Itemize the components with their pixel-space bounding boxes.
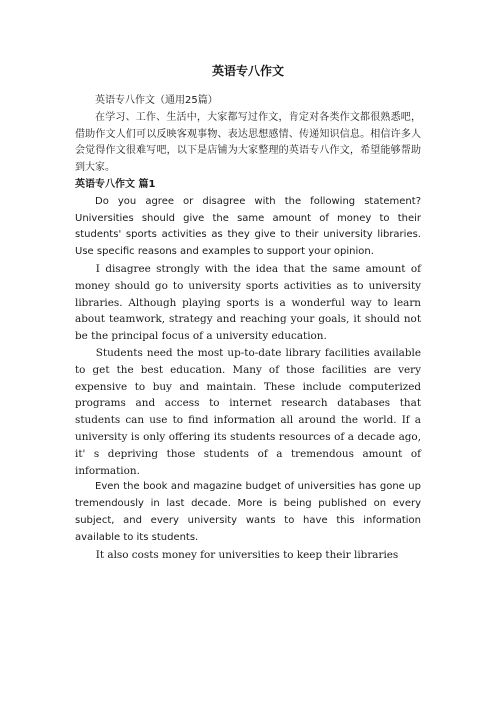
section-heading: 英语专八作文 篇1 <box>75 178 156 190</box>
document-title: 英语专八作文 <box>211 64 284 78</box>
essay-paragraph-2: Students need the most up-to-date library facilities available to get the best education. Many of those facilities are very expensive to buy and maintain. These include computerized programs and access to internet research databases that students can use to find information all around the world. If a university is only offering its students resources of a decade ago, it' s depriving those students of a tremendous amount of information. <box>75 346 421 477</box>
essay-paragraph-1: I disagree strongly with the idea that the same amount of money should go to university sports activities as to university libraries. Although playing sports is a wonderful way to learn about teamwork, strategy and reaching your goals, it should not be the principal focus of a university education. <box>75 262 421 343</box>
intro-paragraph: 在学习、工作、生活中，大家都写过作文，肯定对各类作文都很熟悉吧，借助作文人们可以反映客观事物、表达思想感情、传递知识信息。相信许多人会觉得作文很难写吧，以下是店铺为大家整理的英语专八作文，希望能够帮助到大家。 <box>75 111 421 174</box>
essay-prompt-paragraph: Do you agree or disagree with the following statement? Universities should give the same amount of money to their students' sports activities as they give to their university libraries. Use specific reasons and examples to support your opinion. <box>75 195 421 258</box>
document-subtitle: 英语专八作文（通用25篇） <box>95 95 218 106</box>
document-body <box>75 93 421 563</box>
essay-paragraph-4: It also costs money for universities to keep their libraries <box>95 548 399 561</box>
essay-paragraph-3: Even the book and magazine budget of universities has gone up tremendously in last decade. More is being published on every subject, and every university wants to have this information available to its students. <box>75 481 421 543</box>
